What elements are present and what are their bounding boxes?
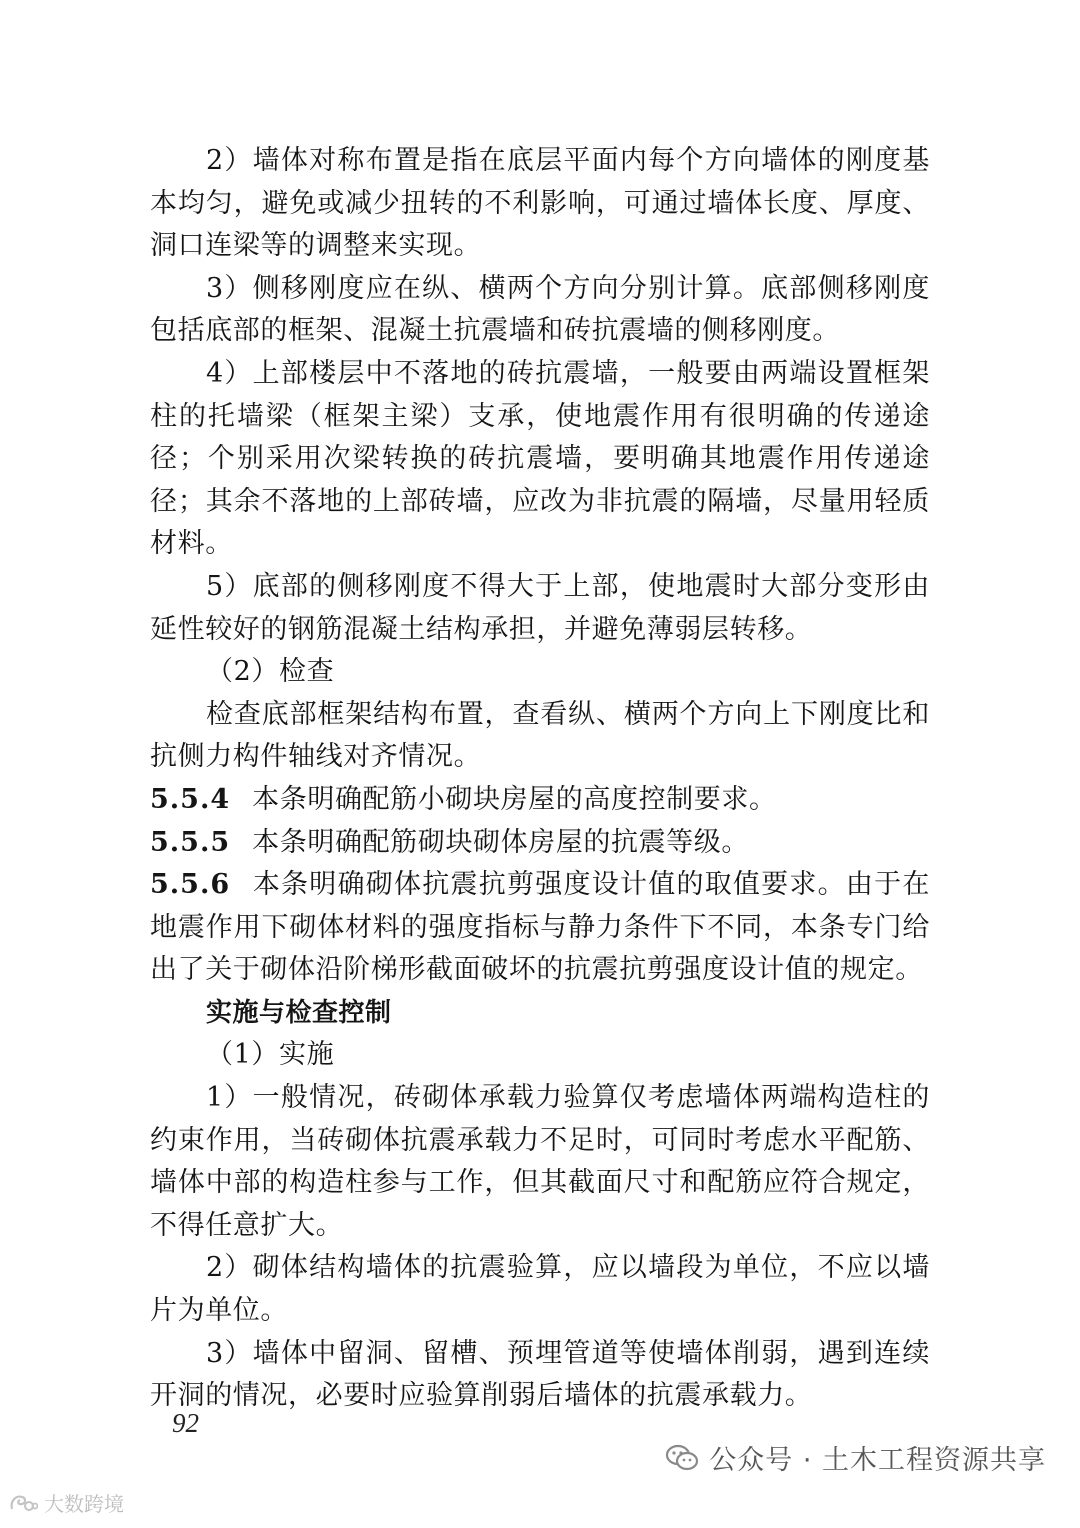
subsection-label: （2）检查 (206, 656, 335, 688)
watermark-text: 公众号 · 土木工程资源共享 (709, 1445, 1046, 1476)
clause-5-5-4 (150, 779, 930, 822)
page-number: 92 (172, 1408, 199, 1438)
subsection-label: （1）实施 (206, 1039, 335, 1071)
paragraph: 1）一般情况，砖砌体承载力验算仅考虑墙体两端构造柱的约束作用，当砖砌体抗震承载力不足时，可同时考虑水平配筋、墙体中部的构造柱参与工作，但其截面尺寸和配筋应符合规定，不得任意扩大。 (150, 1082, 930, 1241)
wechat-icon (665, 1443, 699, 1473)
paragraph: 2）砌体结构墙体的抗震验算，应以墙段为单位，不应以墙片为单位。 (150, 1252, 930, 1327)
paragraph: 3）墙体中留洞、留槽、预埋管道等使墙体削弱，遇到连续开洞的情况，必要时应验算削弱后墙体的抗震承载力。 (150, 1337, 930, 1412)
paragraph: 2）墙体对称布置是指在底层平面内每个方向墙体的刚度基本均匀，避免或减少扭转的不利影响，可通过墙体长度、厚度、洞口连梁等的调整来实现。 (150, 145, 930, 262)
clause-text: 本条明确配筋小砌块房屋的高度控制要求。 (252, 783, 777, 815)
watermark-text: 大数跨境 (44, 1492, 124, 1516)
clause-5-5-6 (150, 864, 930, 992)
paragraph: 5）底部的侧移刚度不得大于上部，使地震时大部分变形由延性较好的钢筋混凝土结构承担，并避免薄弱层转移。 (150, 570, 930, 645)
clause-number: 5.5.4 (150, 783, 231, 815)
clause-number: 5.5.5 (150, 826, 231, 858)
body-text (150, 140, 930, 1418)
section-heading: 实施与检查控制 (206, 997, 392, 1028)
clause-text: 本条明确配筋砌块砌体房屋的抗震等级。 (252, 826, 749, 858)
paragraph: 3）侧移刚度应在纵、横两个方向分别计算。底部侧移刚度包括底部的框架、混凝土抗震墙和砖抗震墙的侧移刚度。 (150, 272, 930, 347)
watermark-wechat (665, 1438, 1046, 1477)
clause-5-5-5 (150, 822, 930, 865)
paragraph: 4）上部楼层中不落地的砖抗震墙，一般要由两端设置框架柱的托墙梁（框架主梁）支承，使地震作用有很明确的传递途径；个别采用次梁转换的砖抗震墙，要明确其地震作用传递途径；其余不落地的上部砖墙，应改为非抗震的隔墙，尽量用轻质材料。 (150, 357, 930, 560)
logo-icon (8, 1491, 38, 1515)
clause-text: 本条明确砌体抗震抗剪强度设计值的取值要求。由于在地震作用下砌体材料的强度指标与静力条件下不同，本条专门给出了关于砌体沿阶梯形截面破坏的抗震抗剪强度设计值的规定。 (150, 869, 930, 986)
watermark-logo (8, 1488, 124, 1517)
paragraph: 检查底部框架结构布置，查看纵、横两个方向上下刚度比和抗侧力构件轴线对齐情况。 (150, 698, 930, 773)
clause-number: 5.5.6 (150, 869, 231, 901)
